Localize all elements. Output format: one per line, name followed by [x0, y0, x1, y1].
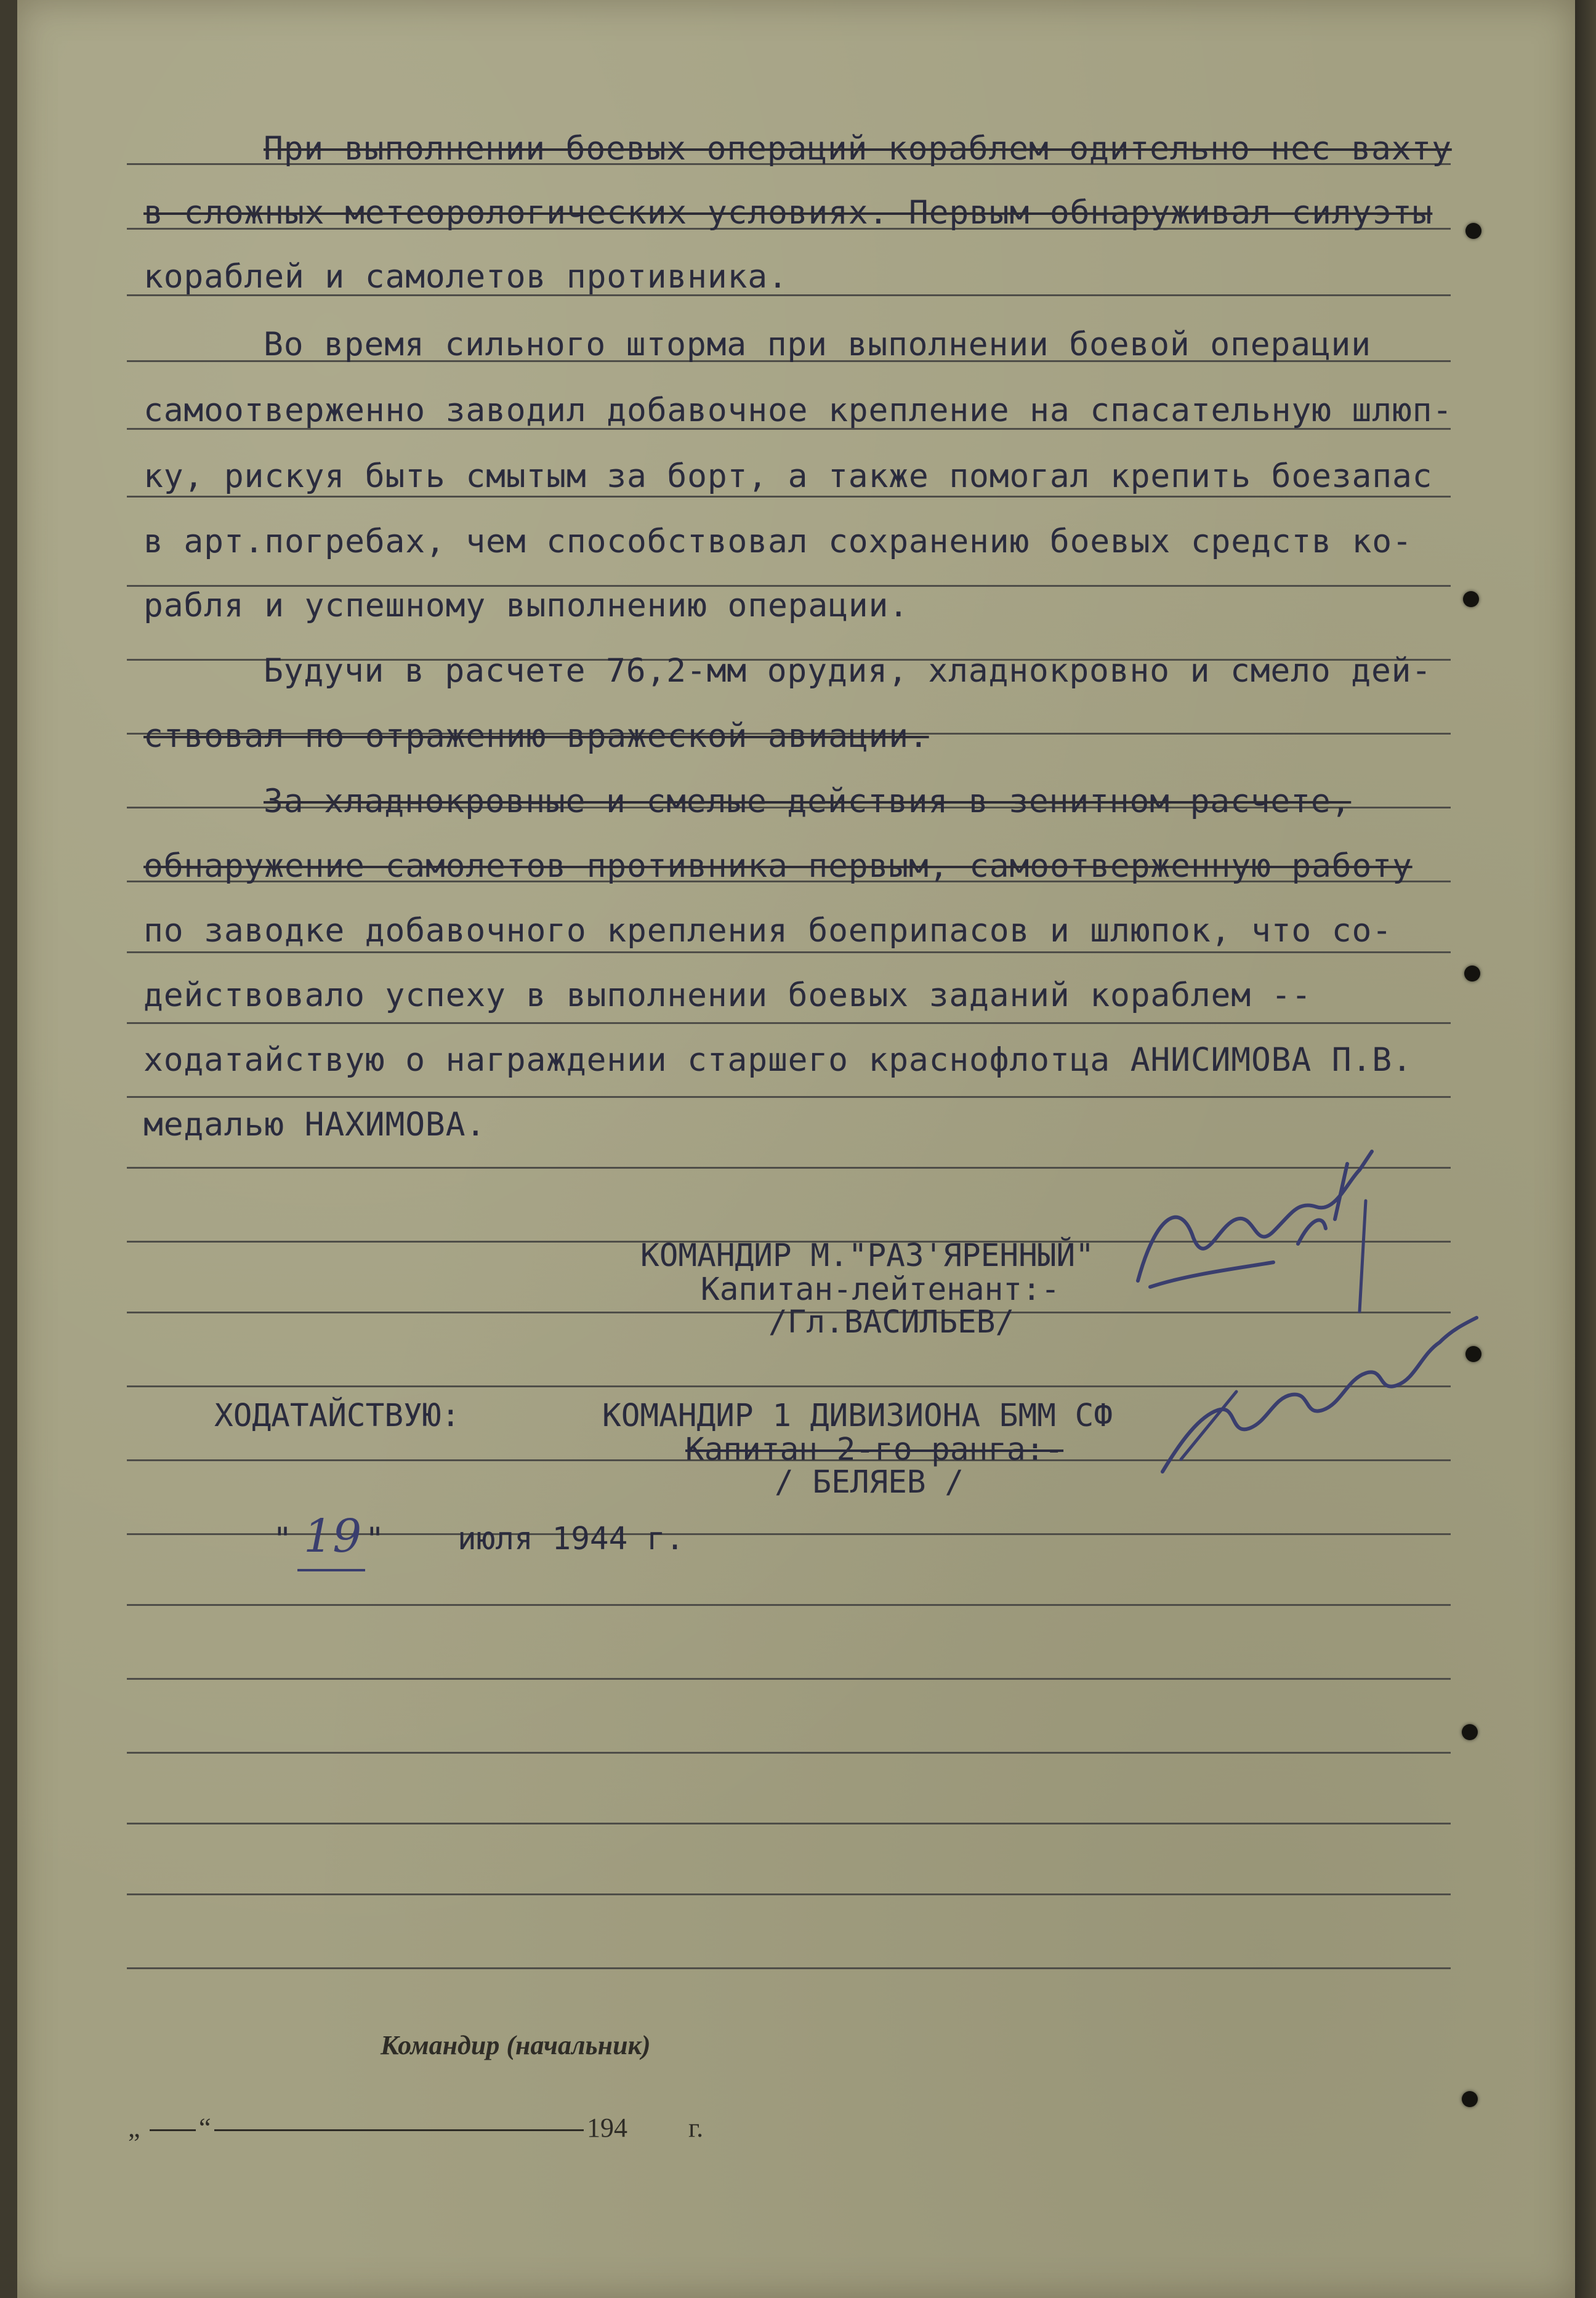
binding-hole — [1465, 1346, 1481, 1362]
body-line-16: медалью НАХИМОВА. — [143, 1106, 486, 1143]
body-line-3: кораблей и самолетов противника. — [143, 258, 788, 296]
commander-rank: Капитан-лейтенант:- — [701, 1272, 1060, 1308]
form-date-suffix: г. — [688, 2113, 704, 2143]
date-line — [273, 1510, 827, 1576]
commander-label: Командир (начальник) — [381, 2030, 651, 2060]
binding-hole — [1462, 1724, 1478, 1740]
body-line-5: самоотверженно заводил добавочное крепление на спасательную шлюп- — [143, 392, 1453, 429]
commander-title: КОМАНДИР М."РАЗ'ЯРЕННЫЙ" — [640, 1238, 1094, 1274]
open-quote: " — [273, 1521, 292, 1558]
document-page — [17, 0, 1575, 2298]
body-line-14: действовало успеху в выполнении боевых заданий кораблем -- — [143, 977, 1312, 1014]
page-edge-shadow — [1575, 0, 1596, 2298]
body-line-13: по заводке добавочного крепления боеприпасов и шлюпок, что со- — [143, 912, 1392, 949]
division-commander-name: / БЕЛЯЕВ / — [775, 1464, 964, 1501]
body-line-11: За хладнокровные и смелые действия в зенитном расчете, — [264, 783, 1352, 820]
division-commander-signature — [1144, 1256, 1489, 1490]
body-line-7: в арт.погребах, чем способствовал сохранению боевых средств ко- — [143, 523, 1413, 560]
form-date-month-blank — [214, 2129, 584, 2131]
binding-hole — [1463, 591, 1479, 607]
division-commander-rank: Капитан 2-го ранга:- — [685, 1432, 1064, 1468]
petition-label: ХОДАТАЙСТВУЮ: — [214, 1398, 461, 1434]
body-line-6: ку, рискуя быть смытым за борт, а также помогал крепить боезапас — [143, 458, 1433, 495]
close-quote: " — [365, 1521, 385, 1558]
commander-name: /Гл.ВАСИЛЬЕВ/ — [768, 1304, 1015, 1340]
body-line-9: Будучи в расчете 76,2-мм орудия, хладнокровно и смело дей- — [264, 652, 1432, 690]
body-line-15: ходатайствую о награждении старшего краснофлотца АНИСИМОВА П.В. — [143, 1041, 1413, 1079]
form-date-line — [128, 2112, 744, 2149]
date-month-year: июля 1944 г. — [457, 1521, 685, 1557]
body-line-1: При выполнении боевых операций кораблем одительно нес вахту — [264, 130, 1452, 167]
binding-hole — [1462, 2091, 1478, 2107]
body-line-2: в сложных метеорологических условиях. Первым обнаруживал силуэты — [143, 194, 1433, 232]
body-line-12: обнаружение самолетов противника первым, самоотверженную работу — [143, 847, 1413, 885]
binding-hole — [1464, 966, 1480, 982]
body-line-4: Во время сильного шторма при выполнении боевой операции — [264, 326, 1371, 363]
body-line-8: рабля и успешному выполнению операции. — [143, 587, 909, 624]
date-day: 19 — [304, 1510, 362, 1563]
form-date-quote: „ — [128, 2113, 140, 2143]
binding-hole — [1465, 223, 1481, 239]
division-commander-title: КОМАНДИР 1 ДИВИЗИОНА БММ СФ — [602, 1398, 1113, 1434]
form-date-close-quote: “ — [199, 2113, 211, 2143]
body-line-10: ствовал по отражению вражеской авиации. — [143, 717, 929, 755]
date-day-underline — [297, 1569, 365, 1571]
form-date-year: 194 — [587, 2113, 627, 2143]
form-date-day-blank — [150, 2129, 196, 2131]
